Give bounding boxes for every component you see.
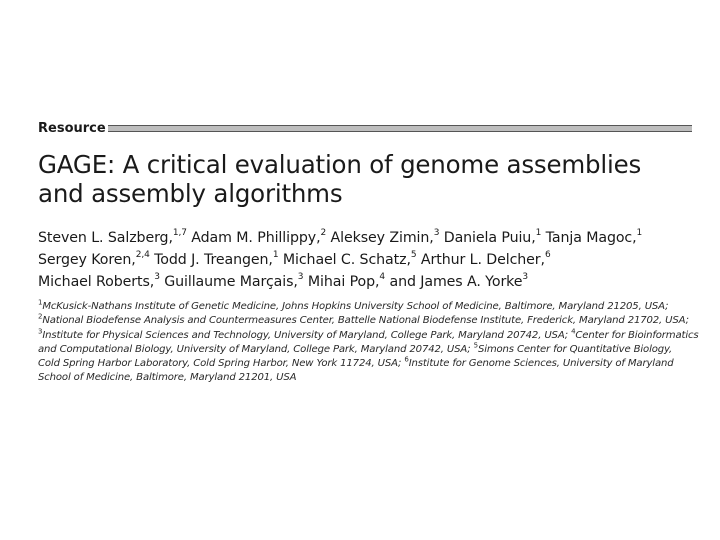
author-affiliation-marker: 2 — [320, 228, 327, 239]
affiliation-text: Simons Center for Quantitative Biology, — [477, 343, 673, 355]
affiliation-number: 1 — [38, 298, 43, 307]
affiliation-number: 2 — [38, 312, 43, 321]
author-affiliation-marker: 6 — [544, 250, 551, 261]
affiliation-number: 6 — [404, 355, 409, 364]
author-list — [38, 227, 708, 293]
author-affiliation-marker: 2,4 — [135, 250, 150, 261]
section-rule — [108, 125, 692, 132]
author-line — [38, 249, 708, 271]
affiliation-text: Institute for Physical Sciences and Technology, University of Maryland, College Park, Maryland 20742, USA; — [42, 329, 572, 341]
affiliation-number: 5 — [473, 341, 478, 350]
affiliation-text: National Biodefense Analysis and Countermeasures Center, Battelle National Biodefense Institute, Frederick, Maryland 21702, USA; — [42, 315, 689, 327]
affiliation-number: 3 — [38, 327, 43, 336]
author-line — [38, 227, 708, 249]
author-affiliation-marker: 3 — [297, 272, 304, 283]
author-name: Sergey Koren, — [38, 252, 136, 268]
affiliation-line — [38, 329, 698, 343]
affiliation-line — [38, 357, 698, 371]
author-name: Todd J. Treangen, — [149, 252, 273, 268]
title-line-2: and assembly algorithms — [38, 179, 343, 208]
affiliation-text: and Computational Biology, University of Maryland, College Park, Maryland 20742, USA; — [38, 343, 474, 355]
author-name: Adam M. Phillippy, — [186, 230, 321, 246]
author-name: Michael Roberts, — [38, 274, 155, 290]
affiliation-text: School of Medicine, Baltimore, Maryland 21201, USA — [38, 372, 297, 384]
author-affiliation-marker: 1 — [636, 228, 643, 239]
title-line-1: GAGE: A critical evaluation of genome assemblies — [38, 150, 642, 179]
affiliation-line — [38, 314, 698, 328]
author-affiliation-marker: 1 — [535, 228, 542, 239]
author-affiliation-marker: 5 — [410, 250, 417, 261]
paper-title — [38, 150, 688, 208]
author-name: Steven L. Salzberg, — [38, 230, 173, 246]
author-affiliation-marker: 3 — [433, 228, 440, 239]
author-name: Mihai Pop, — [303, 274, 380, 290]
author-affiliation-marker: 4 — [379, 272, 386, 283]
author-affiliation-marker: 1,7 — [172, 228, 187, 239]
section-label: Resource — [38, 120, 106, 136]
author-name: Daniela Puiu, — [439, 230, 536, 246]
author-name: Aleksey Zimin, — [326, 230, 434, 246]
author-name: Michael C. Schatz, — [278, 252, 411, 268]
author-name: and James A. Yorke — [385, 274, 523, 290]
author-affiliation-marker: 3 — [522, 272, 529, 283]
author-name: Guillaume Marçais, — [159, 274, 298, 290]
affiliation-text: Institute for Genome Sciences, University of Maryland — [408, 358, 674, 370]
affiliation-text: Cold Spring Harbor Laboratory, Cold Spring Harbor, New York 11724, USA; — [38, 358, 405, 370]
affiliation-text: McKusick-Nathans Institute of Genetic Medicine, Johns Hopkins University School of Medicine, Baltimore, Maryland 21205, USA; — [42, 301, 669, 312]
author-line — [38, 271, 708, 293]
affiliation-list — [38, 300, 698, 386]
author-affiliation-marker: 3 — [154, 272, 160, 283]
author-name: Tanja Magoc, — [541, 230, 637, 246]
affiliation-line — [38, 343, 698, 357]
section-header — [38, 119, 692, 137]
author-affiliation-marker: 1 — [272, 250, 279, 261]
affiliation-number: 4 — [571, 327, 576, 336]
affiliation-line — [38, 300, 698, 314]
affiliation-line — [38, 371, 698, 385]
affiliation-text: Center for Bioinformatics — [575, 329, 699, 341]
author-name: Arthur L. Delcher, — [416, 252, 545, 268]
